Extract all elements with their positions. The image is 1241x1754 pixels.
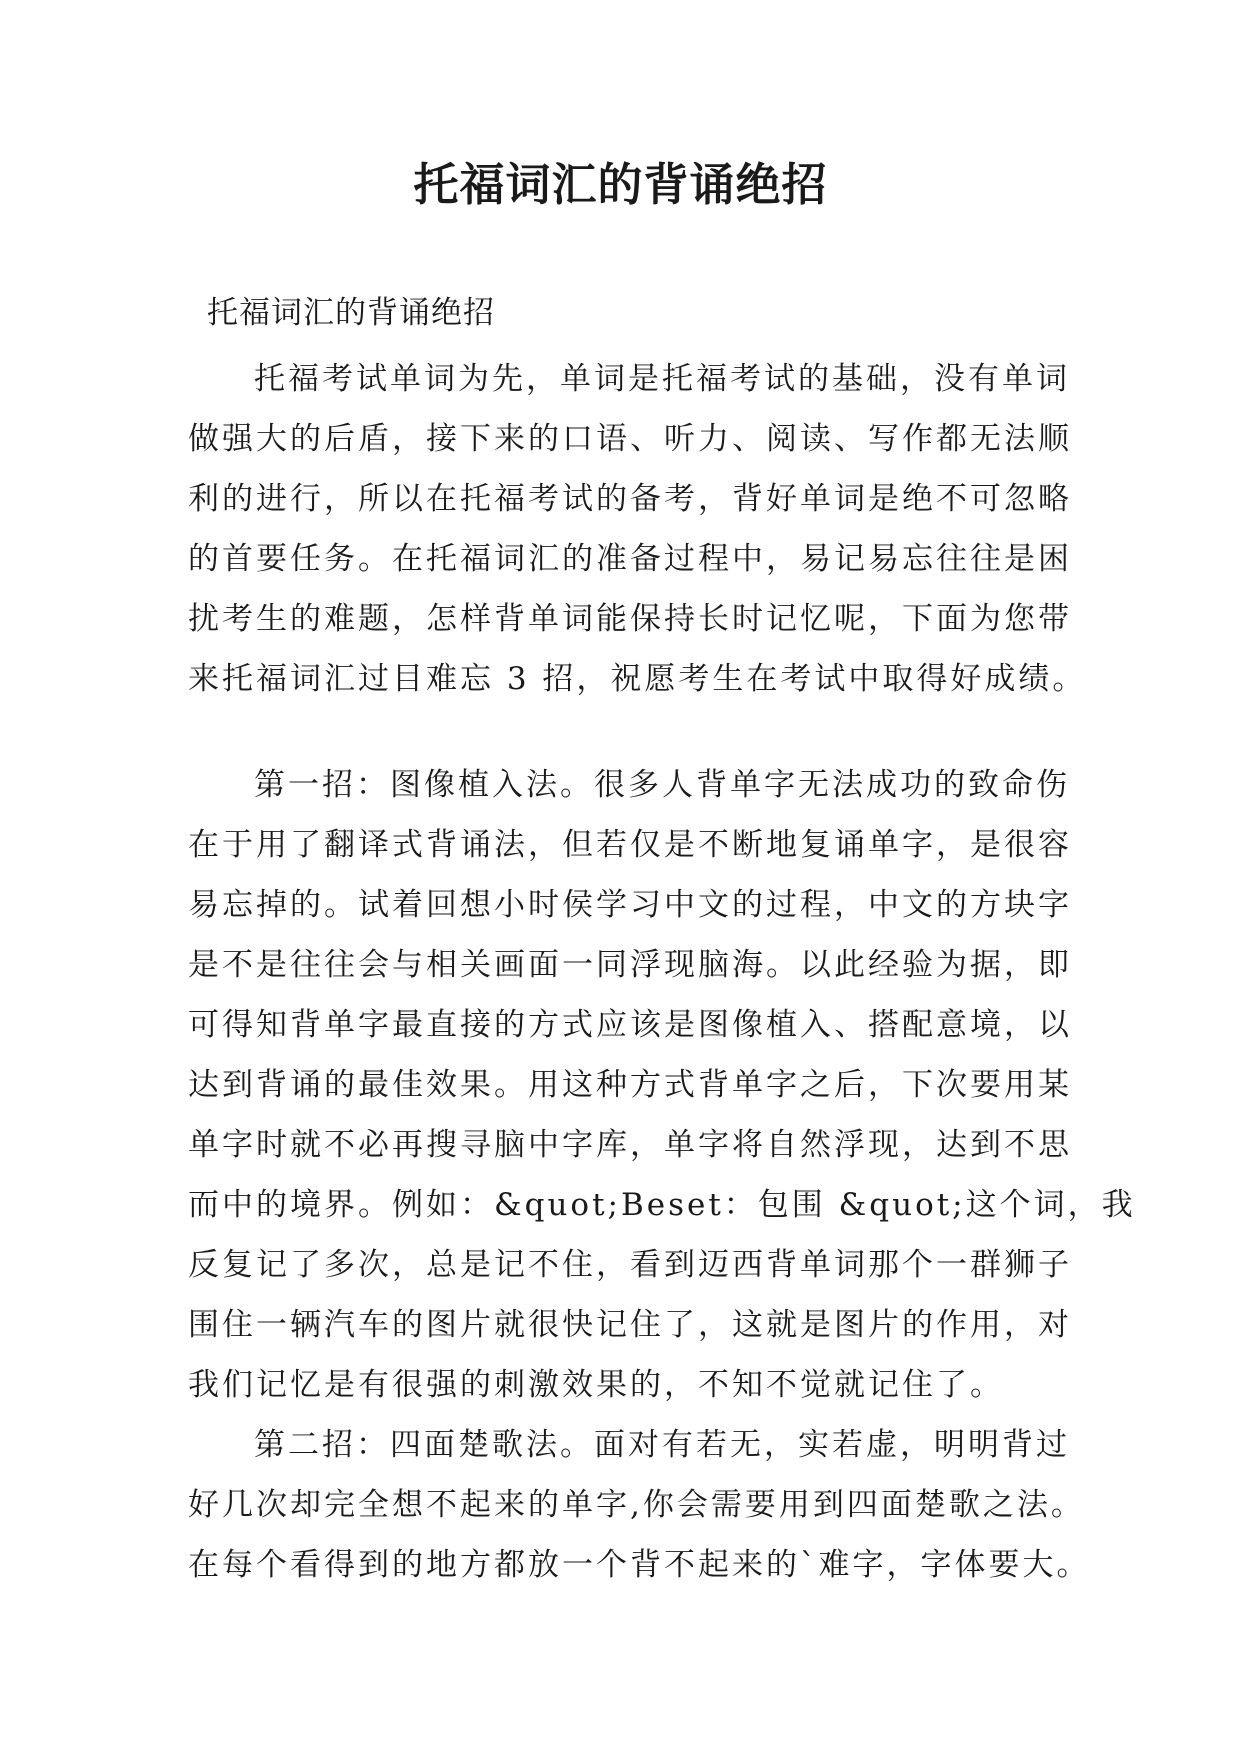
text-line: 单字时就不必再搜寻脑中字库，单字将自然浮现，达到不思 [188, 1127, 1072, 1163]
text-line: 利的进行，所以在托福考试的备考，背好单词是绝不可忽略 [188, 481, 1072, 517]
text-line: 在于用了翻译式背诵法，但若仅是不断地复诵单字，是很容 [188, 827, 1072, 863]
text-line: 可得知背单字最直接的方式应该是图像植入、搭配意境，以 [188, 1007, 1072, 1043]
text-line: 第二招：四面楚歌法。面对有若无，实若虚，明明背过 [254, 1427, 1070, 1463]
text-line: 来托福词汇过目难忘 3 招，祝愿考生在考试中取得好成绩。 [188, 661, 1087, 697]
text-line: 而中的境界。例如：&quot;Beset：包围 &quot;这个词，我 [188, 1187, 1136, 1223]
text-line: 是不是往往会与相关画面一同浮现脑海。以此经验为据，即 [188, 947, 1072, 983]
text-line: 达到背诵的最佳效果。用这种方式背单字之后，下次要用某 [188, 1067, 1072, 1103]
text-line: 易忘掉的。试着回想小时侯学习中文的过程，中文的方块字 [188, 887, 1072, 923]
text-line: 的首要任务。在托福词汇的准备过程中，易记易忘往往是困 [188, 541, 1072, 577]
document-subtitle: 托福词汇的背诵绝招 [207, 295, 495, 331]
text-line: 好几次却完全想不起来的单字,你会需要用到四面楚歌之法。 [188, 1487, 1085, 1523]
text-line: 扰考生的难题，怎样背单词能保持长时记忆呢，下面为您带 [188, 601, 1072, 637]
text-line: 做强大的后盾，接下来的口语、听力、阅读、写作都无法顺 [188, 421, 1072, 457]
text-line: 第一招：图像植入法。很多人背单字无法成功的致命伤 [254, 767, 1070, 803]
document-title: 托福词汇的背诵绝招 [413, 158, 828, 211]
paragraph-method-one [188, 755, 1136, 1595]
paragraph-intro [188, 349, 1087, 709]
text-line: 围住一辆汽车的图片就很快记住了，这就是图片的作用，对 [188, 1307, 1072, 1343]
text-line: 在每个看得到的地方都放一个背不起来的`难字，字体要大。 [188, 1547, 1091, 1583]
text-line: 托福考试单词为先，单词是托福考试的基础，没有单词 [254, 361, 1070, 397]
text-line: 我们记忆是有很强的刺激效果的，不知不觉就记住了。 [188, 1367, 1004, 1403]
text-line: 反复记了多次，总是记不住，看到迈西背单词那个一群狮子 [188, 1247, 1072, 1283]
